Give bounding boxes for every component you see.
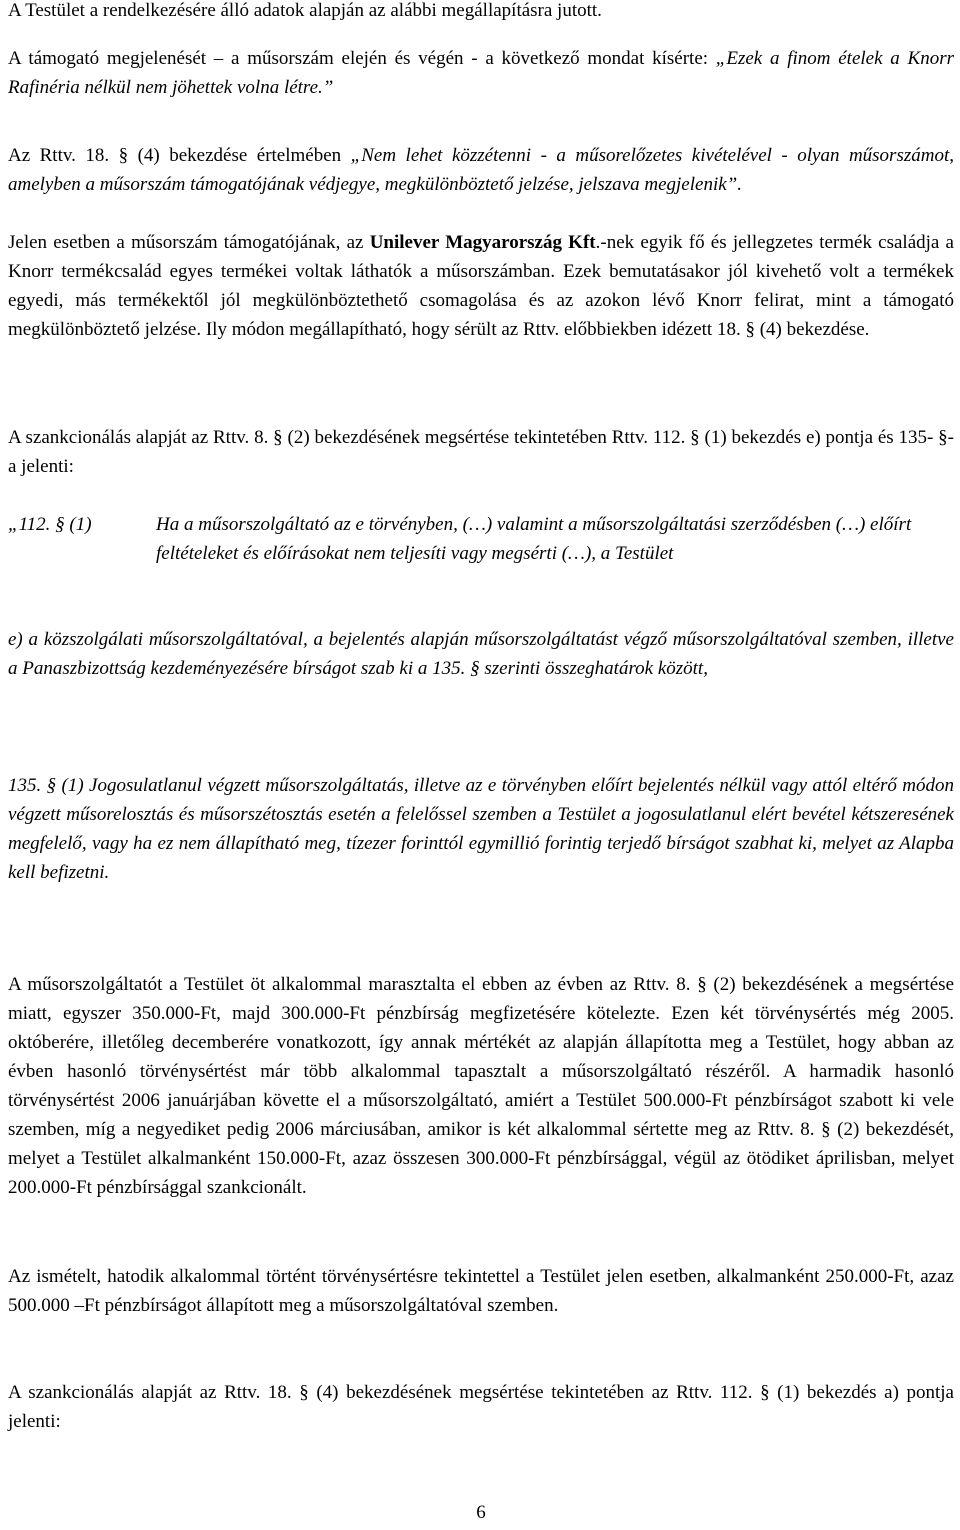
paragraph-135-1: 135. § (1) Jogosulatlanul végzett műsorszolgáltatás, illetve az e törvényben előírt bejelentés nélkül vagy attól eltérő módon végzett műsorelosztás és műsorszétosztás esetén a felelőssel szemben a Testület a jogosulatlanul elért bevétel kétszeresének megfelelő, vagy ha ez nem állapítható meg, tízezer forinttól egymillió forintig terjedő bírságot szabhat ki, melyet az Alapba kell befizetni. — [8, 775, 954, 883]
quote-112-label: „112. § (1) — [8, 514, 92, 535]
sponsor-quote: „Ezek a finom ételek a Knorr Rafinéria nélkül nem jöhettek volna létre.” — [8, 48, 954, 98]
paragraph-sanction-basis-1: A szankcionálás alapját az Rttv. 8. § (2) bekezdésének megsértése tekintetében Rttv. 112. § (1) bekezdés e) pontja és 135- §-a jelenti: — [8, 427, 954, 477]
paragraph-finding-intro: A Testület a rendelkezésére álló adatok alapján az alábbi megállapításra jutott. — [8, 0, 602, 21]
paragraph-sanction-basis-2: A szankcionálás alapját az Rttv. 18. § (4) bekezdésének megsértése tekintetében az Rttv. 112. § (1) bekezdés a) pontja jelenti: — [8, 1382, 954, 1432]
sponsor-intro-text: A támogató megjelenését – a műsorszám elején és végén - a következő mondat kísérte: — [8, 48, 716, 69]
case-post-text: .-nek egyik fő és jellegzetes termék családja a Knorr termékcsalád egyes termékei voltak láthatók a műsorszámban. Ezek bemutatásakor jól kivehető volt a termékek egyedi, más termékektől jól megkülönböztethető csomagolása és az azokon lévő Knorr felirat, mint a támogató megkülönböztető jelzése. Ily módon megállapítható, hogy sérült az Rttv. előbbiekben idézett 18. § (4) bekezdése. — [8, 232, 954, 340]
company-name: Unilever Magyarország Kft — [369, 232, 596, 253]
paragraph-sixth-violation: Az ismételt, hatodik alkalommal történt törvénysértésre tekintettel a Testület jelen esetben, alkalmanként 250.000-Ft, azaz 500.000 –Ft pénzbírságot állapított meg a műsorszolgáltatóval szemben. — [8, 1266, 954, 1316]
paragraph-previous-violations: A műsorszolgáltatót a Testület öt alkalommal marasztalta el ebben az évben az Rttv. 8. § (2) bekezdésének a megsértése miatt, egyszer 350.000-Ft, majd 300.000-Ft pénzbírság megfizetésére kötelezte. Ezen két törvénysértés még 2005. októberére, illetőleg decemberére vonatkozott, így annak mértékét az alapján állapította meg a Testület, hogy abban az évben hasonló törvénysértést már több alkalommal tapasztalt a műsorszolgáltató részéről. A harmadik hasonló törvénysértést 2006 januárjában követte el a műsorszolgáltató, amiért a Testület 500.000-Ft pénzbírságot szabott ki vele szemben, míg a negyediket pedig 2006 márciusában, amikor is két alkalommal sértette meg az Rttv. 8. § (2) bekezdését, melyet a Testület alkalmanként 150.000-Ft, azaz összesen 300.000-Ft pénzbírsággal, végül az ötödiket áprilisban, melyet 200.000-Ft pénzbírsággal szankcionált. — [8, 974, 954, 1198]
paragraph-unilever-case — [8, 228, 954, 344]
paragraph-rttv-18-4 — [8, 141, 954, 199]
page-number: 6 — [476, 1502, 486, 1523]
case-pre-text: Jelen esetben a műsorszám támogatójának, az — [8, 232, 370, 253]
paragraph-112-e: e) a közszolgálati műsorszolgáltatóval, a bejelentés alapján műsorszolgáltatást végző műsorszolgáltatóval szemben, illetve a Panaszbizottság kezdeményezésére bírságot szab ki a 135. § szerinti összeghatárok között, — [8, 629, 954, 679]
quote-112-text: Ha a műsorszolgáltató az e törvényben, (…) valamint a műsorszolgáltatási szerződésben (…) előírt feltételeket és előírásokat nem teljesíti vagy megsérti (…), a Testület — [156, 514, 912, 564]
rttv-18-4-quote: „Nem lehet közzétenni - a műsorelőzetes kivételével - olyan műsorszámot, amelyben a műsorszám támogatójának védjegye, megkülönböztető jelzése, jelszava megjelenik”. — [8, 145, 954, 195]
paragraph-sponsor-appearance — [8, 44, 954, 102]
rttv-lead-text: Az Rttv. 18. § (4) bekezdése értelmében — [8, 145, 351, 166]
